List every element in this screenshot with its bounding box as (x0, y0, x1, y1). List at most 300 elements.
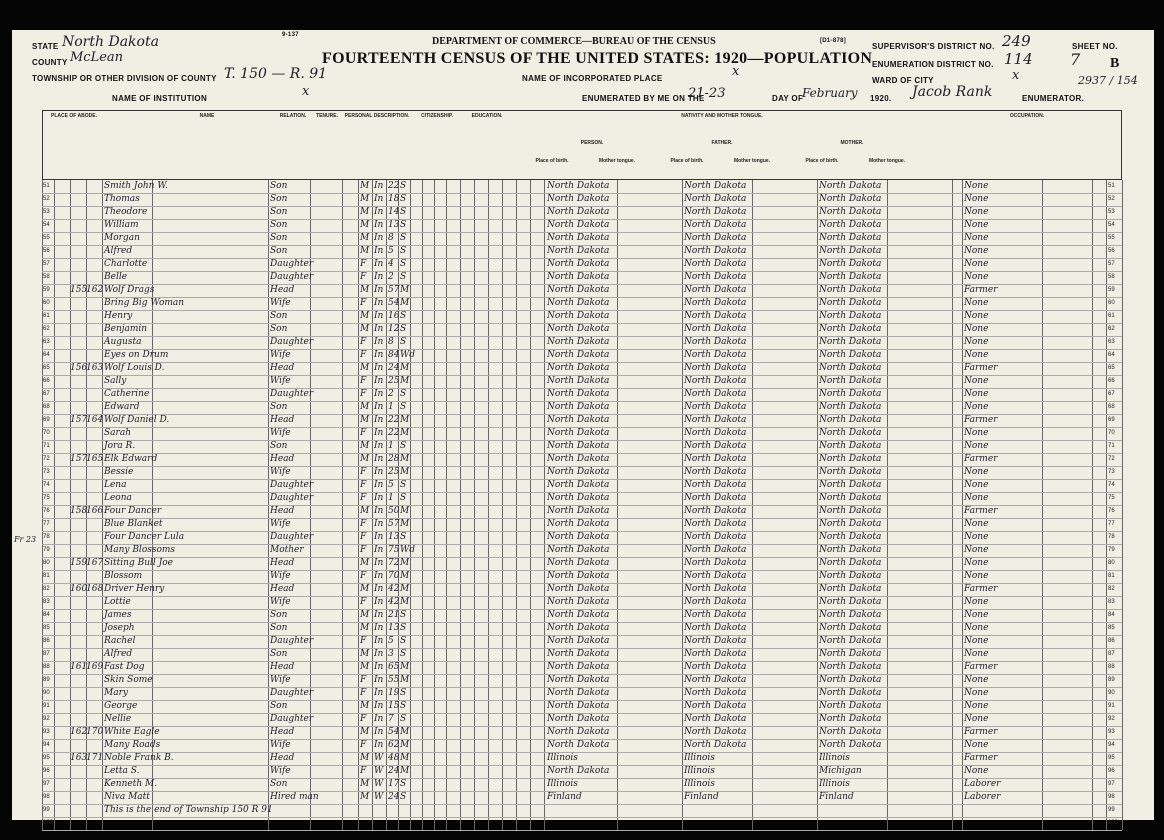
nativity-father: FATHER. (711, 140, 733, 146)
occupation: None (964, 259, 989, 269)
row-divider (42, 817, 1122, 818)
age: 22 (388, 181, 400, 191)
age: 65 (388, 662, 400, 672)
birthplace: North Dakota (547, 428, 610, 438)
institution-label: NAME OF INSTITUTION (112, 94, 208, 103)
age: 1 (388, 493, 394, 503)
sex: M (360, 779, 370, 789)
mother-birthplace: North Dakota (819, 220, 882, 230)
mother-birthplace: North Dakota (819, 714, 882, 724)
line-number-right: 65 (1108, 365, 1115, 371)
sex: F (360, 272, 367, 282)
mother-birthplace: North Dakota (819, 363, 882, 373)
sex: M (360, 727, 370, 737)
sex: F (360, 571, 367, 581)
relation: Son (270, 779, 288, 789)
father-birthplace: Illinois (684, 753, 715, 763)
mother-birthplace: North Dakota (819, 662, 882, 672)
line-number-right: 66 (1108, 378, 1115, 384)
line-number: 88 (43, 664, 50, 670)
age: 75 (388, 545, 400, 555)
race: In (374, 376, 384, 386)
person-name: Lena (104, 480, 127, 490)
mother-birthplace: Illinois (819, 779, 850, 789)
line-number-right: 64 (1108, 352, 1115, 358)
line-number-right: 88 (1108, 664, 1115, 670)
birthplace: North Dakota (547, 259, 610, 269)
relation: Head (270, 662, 295, 672)
birthplace: North Dakota (547, 506, 610, 516)
father-birthplace: North Dakota (684, 493, 747, 503)
relation: Daughter (270, 532, 314, 542)
occupation: None (964, 298, 989, 308)
birthplace: North Dakota (547, 532, 610, 542)
father-birthplace: Illinois (684, 779, 715, 789)
relation: Daughter (270, 337, 314, 347)
age: 50 (388, 506, 400, 516)
race: W (374, 753, 384, 763)
line-number-right: 82 (1108, 586, 1115, 592)
mother-birthplace: North Dakota (819, 740, 882, 750)
sheet-label: SHEET NO. (1072, 42, 1118, 51)
father-birthplace: North Dakota (684, 376, 747, 386)
age: 57 (388, 285, 400, 295)
race: W (374, 792, 384, 802)
line-number-right: 52 (1108, 196, 1115, 202)
birthplace: North Dakota (547, 350, 610, 360)
occupation: None (964, 376, 989, 386)
relation: Wife (270, 376, 291, 386)
marital-status: M (400, 584, 410, 594)
occupation: Laborer (964, 779, 1001, 789)
mother-birthplace: North Dakota (819, 623, 882, 633)
birthplace: North Dakota (547, 441, 610, 451)
age: 13 (388, 220, 400, 230)
occupation: None (964, 324, 989, 334)
person-name: Augusta (104, 337, 142, 347)
line-number: 96 (43, 768, 50, 774)
father-birthplace: North Dakota (684, 454, 747, 464)
group-education: EDUCATION. (471, 113, 503, 119)
marital-status: M (400, 376, 410, 386)
father-birthplace: North Dakota (684, 688, 747, 698)
person-name: Many Roads (104, 740, 161, 750)
relation: Daughter (270, 480, 314, 490)
marital-status: S (400, 701, 407, 711)
sex: M (360, 584, 370, 594)
race: In (374, 675, 384, 685)
line-number-right: 60 (1108, 300, 1115, 306)
birthplace: North Dakota (547, 545, 610, 555)
father-birthplace: North Dakota (684, 311, 747, 321)
person-name: Belle (104, 272, 128, 282)
person-name: Joseph (104, 623, 135, 633)
township-value: T. 150 — R. 91 (224, 66, 328, 82)
line-number-right: 76 (1108, 508, 1115, 514)
sex: M (360, 610, 370, 620)
incorporated-label: NAME OF INCORPORATED PLACE (522, 74, 663, 83)
form-number: 9-137 (282, 32, 299, 38)
enumerator-label: ENUMERATOR. (1022, 94, 1085, 103)
group-citizenship: CITIZENSHIP. (421, 113, 453, 119)
father-birthplace: North Dakota (684, 506, 747, 516)
sex: F (360, 519, 367, 529)
sheet-letter: B (1110, 56, 1120, 71)
relation: Hired man (270, 792, 319, 802)
line-number-right: 93 (1108, 729, 1115, 735)
state-label: STATE (32, 42, 59, 51)
line-number-right: 94 (1108, 742, 1115, 748)
group-relation: RELATION. (279, 113, 307, 119)
occupation: None (964, 467, 989, 477)
father-birthplace: North Dakota (684, 584, 747, 594)
column-divider (1122, 180, 1123, 830)
race: In (374, 662, 384, 672)
age: 16 (388, 311, 400, 321)
marital-status: S (400, 792, 407, 802)
line-number-right: 81 (1108, 573, 1115, 579)
father-birthplace: North Dakota (684, 662, 747, 672)
township-label: TOWNSHIP OR OTHER DIVISION OF COUNTY (32, 74, 217, 83)
line-number: 60 (43, 300, 50, 306)
line-number: 58 (43, 274, 50, 280)
marital-status: M (400, 467, 410, 477)
occupation: Farmer (964, 506, 998, 516)
occupation: Farmer (964, 727, 998, 737)
person-name: Elk Edward (104, 454, 158, 464)
relation: Daughter (270, 493, 314, 503)
occupation: None (964, 597, 989, 607)
line-number-right: 59 (1108, 287, 1115, 293)
occupation: None (964, 740, 989, 750)
father-birthplace: North Dakota (684, 337, 747, 347)
line-number: 95 (43, 755, 50, 761)
person-name: Catherine (104, 389, 150, 399)
person-name: Many Blossoms (104, 545, 176, 555)
person-name: Niva Matt (104, 792, 150, 802)
relation: Head (270, 285, 295, 295)
person-name: Wolf Daniel D. (104, 415, 170, 425)
marital-status: M (400, 740, 410, 750)
race: In (374, 337, 384, 347)
mother-birthplace: North Dakota (819, 545, 882, 555)
enumeration-label: ENUMERATION DISTRICT NO. (872, 60, 994, 69)
line-number: 76 (43, 508, 50, 514)
age: 1 (388, 441, 394, 451)
line-number: 74 (43, 482, 50, 488)
race: In (374, 688, 384, 698)
relation: Son (270, 207, 288, 217)
line-number: 82 (43, 586, 50, 592)
relation: Daughter (270, 714, 314, 724)
sex: F (360, 545, 367, 555)
person-name: Sitting Bull Joe (104, 558, 173, 568)
sex: M (360, 233, 370, 243)
row-divider (42, 752, 1122, 753)
occupation: None (964, 675, 989, 685)
line-number-right: 80 (1108, 560, 1115, 566)
occupation: None (964, 545, 989, 555)
person-name: Benjamin (104, 324, 148, 334)
line-number: 51 (43, 183, 50, 189)
father-birthplace: North Dakota (684, 675, 747, 685)
age: 15 (388, 701, 400, 711)
relation: Head (270, 506, 295, 516)
age: 13 (388, 623, 400, 633)
line-number-right: 61 (1108, 313, 1115, 319)
birthplace: North Dakota (547, 402, 610, 412)
dwelling-number: 163 (70, 753, 88, 763)
family-number: 164 (86, 415, 104, 425)
relation: Head (270, 558, 295, 568)
occupation: Farmer (964, 584, 998, 594)
line-number: 81 (43, 573, 50, 579)
sex: M (360, 363, 370, 373)
state-value: North Dakota (62, 34, 159, 50)
birthplace: North Dakota (547, 467, 610, 477)
line-number-right: 75 (1108, 495, 1115, 501)
line-number-right: 84 (1108, 612, 1115, 618)
race: In (374, 480, 384, 490)
age: 19 (388, 688, 400, 698)
race: In (374, 467, 384, 477)
person-name: Four Dancer Lula (104, 532, 185, 542)
birthplace: North Dakota (547, 181, 610, 191)
line-number-right: 77 (1108, 521, 1115, 527)
line-number-right: 95 (1108, 755, 1115, 761)
father-birthplace: North Dakota (684, 636, 747, 646)
occupation: None (964, 649, 989, 659)
father-birthplace: North Dakota (684, 597, 747, 607)
marital-status: S (400, 337, 407, 347)
race: In (374, 584, 384, 594)
mother-birthplace: North Dakota (819, 389, 882, 399)
person-name: Blossom (104, 571, 143, 581)
relation: Son (270, 623, 288, 633)
race: In (374, 181, 384, 191)
father-birthplace: North Dakota (684, 389, 747, 399)
sex: F (360, 597, 367, 607)
line-number: 68 (43, 404, 50, 410)
line-number: 99 (43, 807, 50, 813)
birthplace: North Dakota (547, 701, 610, 711)
race: In (374, 207, 384, 217)
age: 12 (388, 324, 400, 334)
mother-birthplace: Illinois (819, 753, 850, 763)
marital-status: S (400, 623, 407, 633)
sex: F (360, 675, 367, 685)
father-birthplace: North Dakota (684, 233, 747, 243)
line-number-right: 92 (1108, 716, 1115, 722)
month-value: February (802, 86, 858, 100)
race: In (374, 454, 384, 464)
institution-value: x (302, 84, 310, 99)
mother-birthplace: North Dakota (819, 506, 882, 516)
marital-status: Wd (400, 350, 416, 360)
father-birthplace: North Dakota (684, 727, 747, 737)
line-number-right: 63 (1108, 339, 1115, 345)
person-name: Eyes on Drum (104, 350, 169, 360)
marital-status: M (400, 727, 410, 737)
line-number: 55 (43, 235, 50, 241)
marital-status: Wd (400, 545, 416, 555)
line-number: 78 (43, 534, 50, 540)
age: 72 (388, 558, 400, 568)
mother-birthplace: North Dakota (819, 480, 882, 490)
enumerated-label: ENUMERATED BY ME ON THE (582, 94, 705, 103)
age: 8 (388, 233, 394, 243)
sex: F (360, 766, 367, 776)
line-number-right: 98 (1108, 794, 1115, 800)
age: 70 (388, 571, 400, 581)
father-birthplace: North Dakota (684, 246, 747, 256)
birthplace: North Dakota (547, 714, 610, 724)
mother-birthplace: Finland (819, 792, 854, 802)
line-number: 72 (43, 456, 50, 462)
age: 22 (388, 428, 400, 438)
person-name: Wolf Drags (104, 285, 155, 295)
relation: Mother (270, 545, 304, 555)
relation: Wife (270, 740, 291, 750)
occupation: None (964, 480, 989, 490)
census-table (42, 180, 1122, 840)
sex: M (360, 311, 370, 321)
sex: M (360, 194, 370, 204)
race: In (374, 259, 384, 269)
birthplace: North Dakota (547, 727, 610, 737)
race: In (374, 311, 384, 321)
marital-status: M (400, 675, 410, 685)
birthplace: North Dakota (547, 571, 610, 581)
mother-birthplace: Michigan (819, 766, 862, 776)
line-number: 73 (43, 469, 50, 475)
line-number: 57 (43, 261, 50, 267)
age: 28 (388, 454, 400, 464)
line-number: 75 (43, 495, 50, 501)
race: In (374, 571, 384, 581)
father-birthplace: North Dakota (684, 623, 747, 633)
marital-status: S (400, 194, 407, 204)
father-birthplace: North Dakota (684, 298, 747, 308)
sex: M (360, 662, 370, 672)
line-number: 91 (43, 703, 50, 709)
age: 48 (388, 753, 400, 763)
line-number-right: 87 (1108, 651, 1115, 657)
occupation: None (964, 571, 989, 581)
marital-status: S (400, 233, 407, 243)
person-name: Letta S. (104, 766, 140, 776)
relation: Wife (270, 571, 291, 581)
marital-status: S (400, 493, 407, 503)
person-name: George (104, 701, 138, 711)
marital-status: S (400, 389, 407, 399)
relation: Son (270, 311, 288, 321)
sex: F (360, 688, 367, 698)
relation: Head (270, 727, 295, 737)
line-number: 94 (43, 742, 50, 748)
person-name: Rachel (104, 636, 136, 646)
person-name: Four Dancer (104, 506, 162, 516)
father-birthplace: North Dakota (684, 402, 747, 412)
line-number: 89 (43, 677, 50, 683)
age: 2 (388, 272, 394, 282)
ward-label: WARD OF CITY (872, 76, 934, 85)
relation: Wife (270, 675, 291, 685)
line-number: 56 (43, 248, 50, 254)
supervisor-label: SUPERVISOR'S DISTRICT NO. (872, 42, 995, 51)
occupation: Laborer (964, 792, 1001, 802)
birthplace: North Dakota (547, 376, 610, 386)
corner-numbers: 2937 / 154 (1078, 74, 1138, 87)
sex: F (360, 350, 367, 360)
mother-birthplace: North Dakota (819, 584, 882, 594)
line-number: 59 (43, 287, 50, 293)
father-birthplace: North Dakota (684, 519, 747, 529)
group-place-of-abode: PLACE OF ABODE. (51, 113, 97, 119)
mother-birthplace: North Dakota (819, 181, 882, 191)
marital-status: M (400, 363, 410, 373)
birthplace: North Dakota (547, 675, 610, 685)
age: 24 (388, 792, 400, 802)
father-birthplace: North Dakota (684, 558, 747, 568)
line-number-right: 55 (1108, 235, 1115, 241)
person-name: Noble Frank B. (104, 753, 174, 763)
dwelling-number: 157 (70, 454, 88, 464)
race: In (374, 623, 384, 633)
person-name: Lottie (104, 597, 131, 607)
line-number-right: 78 (1108, 534, 1115, 540)
marital-status: M (400, 454, 410, 464)
person-name: Bring Big Woman (104, 298, 185, 308)
person-name: Blue Blanket (104, 519, 163, 529)
line-number: 86 (43, 638, 50, 644)
occupation: None (964, 493, 989, 503)
sex: F (360, 259, 367, 269)
mother-birthplace: North Dakota (819, 727, 882, 737)
race: W (374, 779, 384, 789)
person-name: Alfred (104, 246, 133, 256)
sub-father-tongue: Mother tongue. (733, 158, 771, 164)
line-number-right: 97 (1108, 781, 1115, 787)
sex: M (360, 285, 370, 295)
row-divider (42, 830, 1122, 831)
father-birthplace: North Dakota (684, 740, 747, 750)
mother-birthplace: North Dakota (819, 415, 882, 425)
dwelling-number: 155 (70, 285, 88, 295)
mother-birthplace: North Dakota (819, 337, 882, 347)
line-number-right: 74 (1108, 482, 1115, 488)
race: In (374, 324, 384, 334)
person-name: James (104, 610, 132, 620)
person-name: Mary (104, 688, 128, 698)
mother-birthplace: North Dakota (819, 285, 882, 295)
line-number-right: 56 (1108, 248, 1115, 254)
race: In (374, 714, 384, 724)
line-number: 70 (43, 430, 50, 436)
occupation: None (964, 441, 989, 451)
sex: F (360, 636, 367, 646)
occupation: None (964, 272, 989, 282)
line-number: 77 (43, 521, 50, 527)
race: In (374, 727, 384, 737)
group-nativity: NATIVITY AND MOTHER TONGUE. (681, 113, 763, 119)
father-birthplace: North Dakota (684, 532, 747, 542)
marital-status: S (400, 649, 407, 659)
family-number: 170 (86, 727, 104, 737)
birthplace: North Dakota (547, 337, 610, 347)
line-number-right: 71 (1108, 443, 1115, 449)
row-divider (42, 791, 1122, 792)
